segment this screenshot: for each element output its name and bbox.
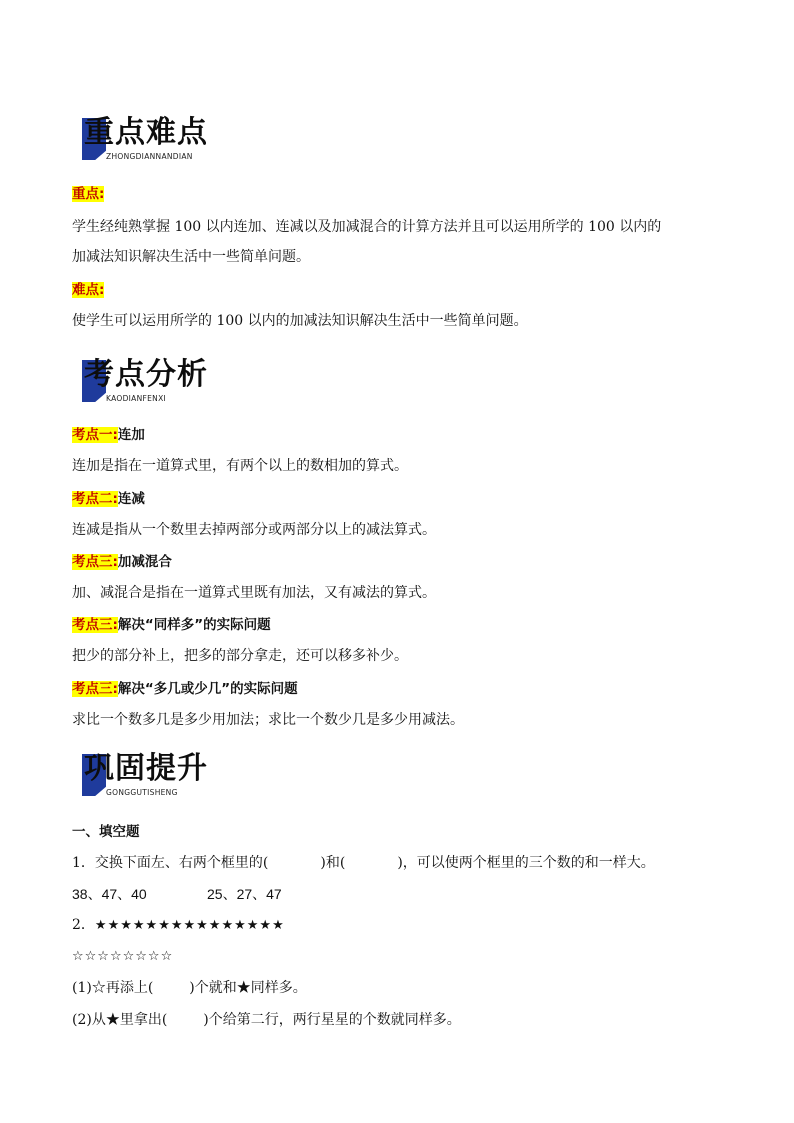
white-stars: ☆☆☆☆☆☆☆☆ [72, 949, 174, 964]
question-2-sub-2-prefix: (2)从★里拿出( [72, 1012, 168, 1028]
key-points-label-line [72, 184, 104, 204]
section-title: 考点分析 [84, 357, 208, 392]
question-2-sub-1 [72, 978, 307, 998]
question-1-suffix: )，可以使两个框里的三个数的和一样大。 [397, 855, 655, 871]
question-1-right-box: 25、27、47 [207, 886, 282, 902]
exam-point-label: 考点二: [72, 491, 118, 507]
question-2-sub-2-suffix: )个给第二行，两行星星的个数就同样多。 [203, 1012, 461, 1028]
question-2-sub-2 [72, 1010, 461, 1030]
exam-point-topic: 连减 [117, 491, 145, 507]
section-header-gonggu [82, 750, 282, 800]
exam-point-topic: 解决“同样多”的实际问题 [117, 617, 271, 633]
exam-point-4-heading [72, 615, 271, 635]
section-header-kaodian [82, 356, 282, 406]
exam-point-3-heading [72, 552, 172, 572]
question-1-left-box: 38、47、40 [72, 886, 147, 902]
question-2-prefix: 2． [72, 917, 95, 933]
exam-point-5-desc: 求比一个数多几是多少用加法；求比一个数少几是多少用减法。 [72, 712, 464, 728]
white-stars-row [72, 946, 173, 967]
exam-point-2-heading [72, 489, 145, 509]
black-stars-row: ★★★★★★★★★★★★★★★ [94, 918, 285, 933]
exercise-heading [72, 822, 140, 842]
section-title: 巩固提升 [84, 751, 208, 786]
key-points-text-1: 学生经纯熟掌握 100 以内连加、连减以及加减混合的计算方法并且可以运用所学的 100 以内的 [72, 219, 662, 235]
exam-point-label: 考点一: [72, 427, 118, 443]
exam-point-5-heading [72, 679, 298, 699]
section-pinyin: GONGGUTISHENG [106, 788, 178, 797]
exam-point-topic: 加减混合 [117, 554, 172, 570]
question-1-mid: )和( [320, 855, 346, 871]
exam-point-label: 考点三: [72, 554, 118, 570]
section-pinyin: ZHONGDIANNANDIAN [106, 152, 193, 161]
question-1-prefix: 1．交换下面左、右两个框里的( [72, 855, 269, 871]
exam-point-label: 考点三: [72, 617, 118, 633]
question-2 [72, 915, 285, 936]
exam-point-4-desc: 把少的部分补上，把多的部分拿走，还可以移多补少。 [72, 648, 408, 664]
exam-point-label: 考点三: [72, 681, 118, 697]
difficult-points-label-line [72, 280, 104, 300]
exam-point-topic: 解决“多几或少几”的实际问题 [117, 681, 298, 697]
key-points-text-2: 加减法知识解决生活中一些简单问题。 [72, 249, 310, 265]
question-2-sub-1-prefix: (1)☆再添上( [72, 980, 154, 996]
question-1 [72, 853, 655, 873]
exam-point-1-heading [72, 425, 145, 445]
question-2-sub-1-suffix: )个就和★同样多。 [189, 980, 307, 996]
exercise-heading-text: 一、填空题 [72, 824, 140, 840]
exam-point-topic: 连加 [117, 427, 145, 443]
difficult-points-text: 使学生可以运用所学的 100 以内的加减法知识解决生活中一些简单问题。 [72, 313, 528, 329]
key-points-label: 重点: [72, 186, 105, 202]
section-title: 重点难点 [84, 115, 208, 150]
exam-point-1-desc: 连加是指在一道算式里，有两个以上的数相加的算式。 [72, 458, 408, 474]
exam-point-3-desc: 加、减混合是指在一道算式里既有加法，又有减法的算式。 [72, 585, 436, 601]
difficult-points-label: 难点: [72, 282, 105, 298]
exam-point-2-desc: 连减是指从一个数里去掉两部分或两部分以上的减法算式。 [72, 522, 436, 538]
section-pinyin: KAODIANFENXI [106, 394, 167, 403]
section-header-zhongdian [82, 114, 282, 164]
